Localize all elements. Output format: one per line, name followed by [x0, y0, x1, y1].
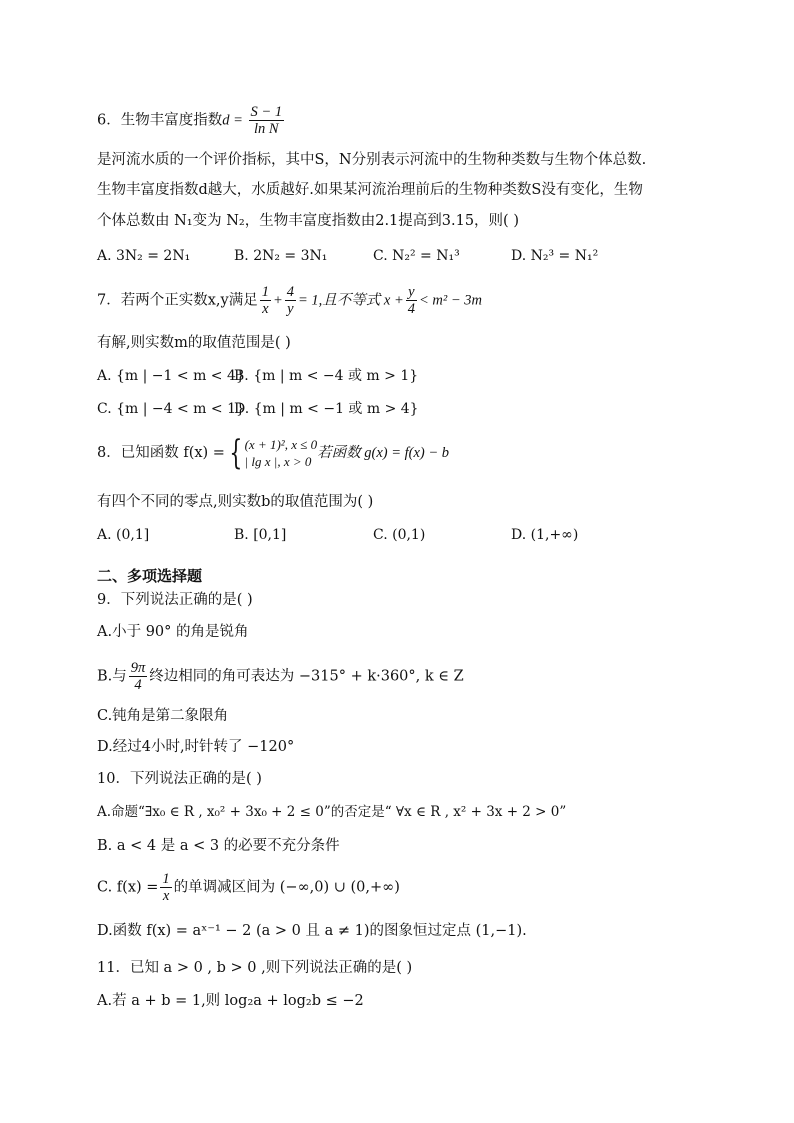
q7-fraction-1-den: x — [262, 301, 269, 317]
q6-stem-text: 6．生物丰富度指数 — [97, 112, 223, 129]
q8-option-c: C. (0,1) — [373, 527, 426, 543]
q7-fraction-2 — [285, 284, 296, 317]
q6-formula-numerator: S − 1 — [250, 104, 283, 120]
q10-option-c-prefix: C. f(x) = — [97, 879, 159, 896]
q7-fraction-1-num: 1 — [261, 284, 269, 300]
q6-stem — [97, 104, 286, 137]
q10-option-b: B. a < 4 是 a < 3 的必要不充分条件 — [97, 838, 340, 854]
q8-line2: 有四个不同的零点,则实数b的取值范围为( ) — [97, 494, 374, 510]
q10-stem: 10．下列说法正确的是( ) — [97, 771, 262, 787]
q6-option-a: A. 3N₂ = 2N₁ — [97, 248, 191, 264]
q9-option-c: C.钝角是第二象限角 — [97, 708, 229, 724]
q9-option-d: D.经过4小时,时针转了 −120° — [97, 739, 295, 755]
q10-option-c-fraction-den: x — [162, 888, 170, 904]
q9-option-b-fraction-num: 9π — [130, 660, 146, 676]
q8-cases — [245, 436, 318, 470]
q6-option-c: C. N₂² = N₁³ — [373, 248, 460, 264]
q6-line2: 是河流水质的一个评价指标，其中S，N分别表示河流中的生物种类数与生物个体总数. — [97, 152, 647, 168]
q6-line3: 生物丰富度指数d越大，水质越好.如果某河流治理前后的生物种类数S没有变化，生物 — [97, 182, 643, 198]
q8-case-1: (x + 1)², x ≤ 0 — [244, 437, 318, 452]
q6-option-d: D. N₂³ = N₁² — [511, 248, 599, 264]
q7-option-c: C. {m | −4 < m < 1} — [97, 401, 245, 417]
q10-option-c-fraction — [160, 871, 171, 904]
q7-option-d: D. {m | m < −1 或 m > 4} — [234, 401, 419, 417]
q9-option-b-fraction-den: 4 — [134, 677, 142, 693]
q7-stem — [97, 284, 482, 317]
q8-option-b: B. [0,1] — [234, 527, 287, 543]
q7-fraction-3 — [406, 284, 417, 317]
q7-fraction-2-den: y — [287, 301, 294, 317]
q10-option-d: D.函数 f(x) = aˣ⁻¹ − 2 (a > 0 且 a ≠ 1)的图象恒过定点 (1,−1). — [97, 923, 527, 939]
q6-formula-denominator: ln N — [254, 121, 279, 137]
q7-option-a: A. {m | −1 < m < 4} — [97, 368, 245, 384]
q8-case-2: | lg x |, x > 0 — [244, 454, 312, 469]
q7-fraction-3-num: y — [406, 284, 417, 301]
q7-fraction-3-den: 4 — [407, 301, 416, 317]
q11-stem: 11．已知 a > 0 , b > 0 ,则下列说法正确的是( ) — [97, 960, 413, 976]
q11-option-a: A.若 a + b = 1,则 log₂a + log₂b ≤ −2 — [97, 993, 364, 1009]
q6-line4: 个体总数由 N₁变为 N₂，生物丰富度指数由2.1提高到3.15，则( ) — [97, 213, 519, 229]
q7-stem-text: 7．若两个正实数x,y满足 — [97, 292, 258, 309]
q6-formula-lhs: d = — [222, 112, 247, 129]
q8-option-a: A. (0,1] — [97, 527, 150, 543]
q9-option-b-tail: 终边相同的角可表达为 −315° + k·360°, k ∈ Z — [149, 668, 464, 685]
q6-formula-fraction — [249, 104, 285, 137]
q9-option-b-prefix: B.与 — [97, 668, 127, 685]
q10-option-c — [97, 871, 400, 904]
q10-option-a: A.命题“∃x₀ ∈ R , x₀² + 3x₀ + 2 ≤ 0”的否定是“ ∀x ∈ R , x² + 3x + 2 > 0” — [97, 804, 567, 820]
q9-option-a: A.小于 90° 的角是锐角 — [97, 624, 249, 640]
q7-plus: + — [272, 292, 283, 309]
q9-option-b-fraction — [129, 660, 148, 693]
q8-stem-text: 8．已知函数 f(x) = — [97, 445, 225, 461]
q7-line2: 有解,则实数m的取值范围是( ) — [97, 335, 291, 351]
q7-option-b: B. {m | m < −4 或 m > 1} — [234, 368, 419, 384]
q6-option-b: B. 2N₂ = 3N₁ — [234, 248, 328, 264]
q7-mid: = 1,且不等式 x + — [298, 292, 404, 309]
section-title-multiple-choice: 二、多项选择题 — [97, 567, 203, 585]
q9-stem: 9．下列说法正确的是( ) — [97, 592, 253, 608]
q10-option-c-tail: 的单调减区间为 (−∞,0) ∪ (0,+∞) — [173, 879, 400, 896]
q8-tail: 若函数 g(x) = f(x) − b — [317, 445, 450, 461]
q7-fraction-2-num: 4 — [286, 284, 294, 300]
q7-tail: < m² − 3m — [419, 292, 482, 309]
q9-option-b — [97, 660, 464, 693]
q10-option-c-fraction-num: 1 — [162, 871, 170, 887]
q8-option-d: D. (1,+∞) — [511, 527, 579, 543]
q8-brace-icon: { — [229, 433, 243, 473]
q8-stem — [97, 433, 450, 473]
q7-fraction-1 — [260, 284, 271, 317]
